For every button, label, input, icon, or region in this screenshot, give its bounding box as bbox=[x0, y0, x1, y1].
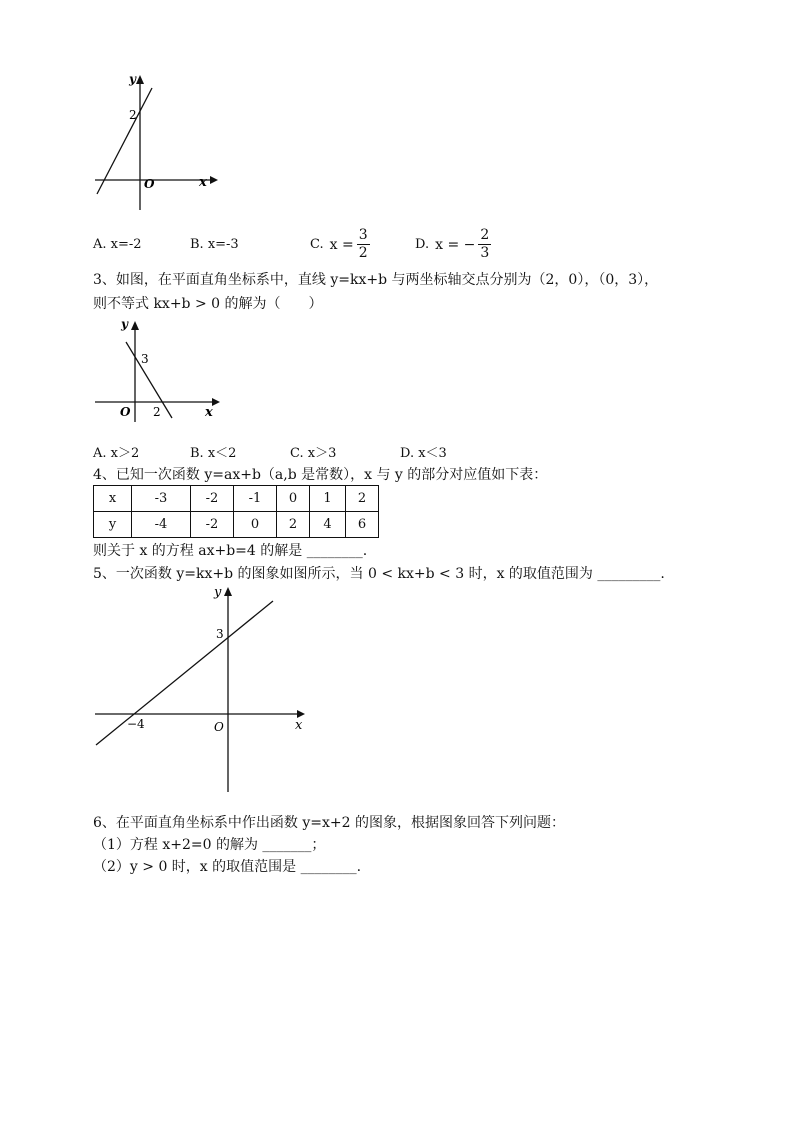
graph-5-y-arrow bbox=[224, 587, 232, 596]
table-cell: -4 bbox=[132, 512, 191, 538]
graph-1 bbox=[85, 70, 220, 220]
q3-option-d: D. x＜3 bbox=[400, 446, 447, 461]
q2-option-d-prefix: D. bbox=[415, 236, 430, 252]
graph-5 bbox=[90, 580, 320, 800]
table-cell: -3 bbox=[132, 486, 191, 512]
q2-option-c-var: x = bbox=[329, 236, 354, 253]
table-cell: -2 bbox=[191, 512, 234, 538]
graph-3-y-arrow bbox=[131, 321, 139, 330]
table-row bbox=[94, 486, 379, 512]
table-cell: 2 bbox=[346, 486, 379, 512]
q6-sub-question-1: （1）方程 x+2=0 的解为 _______； bbox=[93, 837, 326, 853]
table-cell: -1 bbox=[234, 486, 277, 512]
table-cell: y bbox=[94, 512, 132, 538]
graph-5-y-label: y bbox=[214, 585, 222, 600]
q2-option-c-denominator: 2 bbox=[358, 245, 368, 261]
q5-question-line-1: 5、一次函数 y=kx+b 的图象如图所示，当 0 < kx+b < 3 时，x 的取值范围为 _________. bbox=[93, 566, 665, 582]
graph-3 bbox=[85, 310, 225, 425]
q2-option-d bbox=[415, 227, 491, 262]
graph-3-y-intercept: 3 bbox=[141, 352, 149, 366]
q2-option-c-prefix: C. bbox=[310, 236, 324, 252]
table-cell: x bbox=[94, 486, 132, 512]
q3-option-c: C. x＞3 bbox=[290, 446, 337, 461]
graph-5-line bbox=[96, 601, 273, 745]
graph-3-x-intercept: 2 bbox=[153, 405, 161, 419]
q2-option-d-var: x = − bbox=[435, 236, 476, 253]
graph-5-y-intercept: 3 bbox=[216, 627, 224, 641]
q4-value-table bbox=[93, 485, 379, 538]
graph-3-line bbox=[126, 342, 172, 418]
q4-question-line-1: 4、已知一次函数 y=ax+b（a,b 是常数），x 与 y 的部分对应值如下表： bbox=[93, 467, 548, 483]
q2-option-d-numerator: 2 bbox=[480, 227, 490, 243]
table-cell: 0 bbox=[277, 486, 310, 512]
q2-option-c bbox=[310, 227, 370, 262]
graph-5-origin: O bbox=[214, 720, 224, 734]
q2-option-a: A. x=-2 bbox=[93, 237, 142, 252]
table-row bbox=[94, 512, 379, 538]
q2-option-d-fraction bbox=[478, 227, 491, 262]
q3-option-b: B. x＜2 bbox=[190, 446, 237, 461]
graph-1-x-arrow bbox=[210, 176, 218, 184]
q6-sub-question-2: （2）y > 0 时，x 的取值范围是 ________. bbox=[93, 859, 362, 875]
q3-option-a: A. x＞2 bbox=[93, 446, 140, 461]
q4-question-line-2: 则关于 x 的方程 ax+b=4 的解是 ________. bbox=[93, 543, 368, 559]
graph-3-x-arrow bbox=[212, 398, 220, 406]
q2-option-b: B. x=-3 bbox=[190, 237, 239, 252]
graph-3-x-label: x bbox=[205, 405, 213, 420]
graph-1-origin: O bbox=[144, 177, 155, 191]
table-cell: -2 bbox=[191, 486, 234, 512]
q6-question-line-1: 6、在平面直角坐标系中作出函数 y=x+2 的图象，根据图象回答下列问题： bbox=[93, 815, 565, 831]
graph-5-x-intercept: −4 bbox=[127, 717, 145, 731]
graph-3-origin: O bbox=[120, 405, 131, 419]
table-cell: 4 bbox=[310, 512, 346, 538]
q2-option-c-fraction bbox=[357, 227, 370, 262]
graph-1-y-intercept: 2 bbox=[129, 108, 137, 122]
table-cell: 6 bbox=[346, 512, 379, 538]
graph-3-y-label: y bbox=[121, 317, 128, 331]
graph-5-x-arrow bbox=[297, 710, 305, 718]
graph-1-y-arrow bbox=[136, 75, 144, 84]
graph-1-y-label: y bbox=[129, 72, 136, 86]
graph-1-x-label: x bbox=[199, 175, 207, 190]
q3-question-line-1: 3、如图，在平面直角坐标系中，直线 y=kx+b 与两坐标轴交点分别为（2，0），（0，3）， bbox=[93, 272, 659, 288]
q2-option-c-numerator: 3 bbox=[358, 227, 368, 243]
q2-option-d-denominator: 3 bbox=[480, 245, 490, 261]
table-cell: 0 bbox=[234, 512, 277, 538]
q3-question-line-2: 则不等式 kx+b > 0 的解为（ ） bbox=[93, 296, 323, 312]
table-cell: 2 bbox=[277, 512, 310, 538]
graph-5-x-label: x bbox=[295, 718, 303, 733]
table-cell: 1 bbox=[310, 486, 346, 512]
